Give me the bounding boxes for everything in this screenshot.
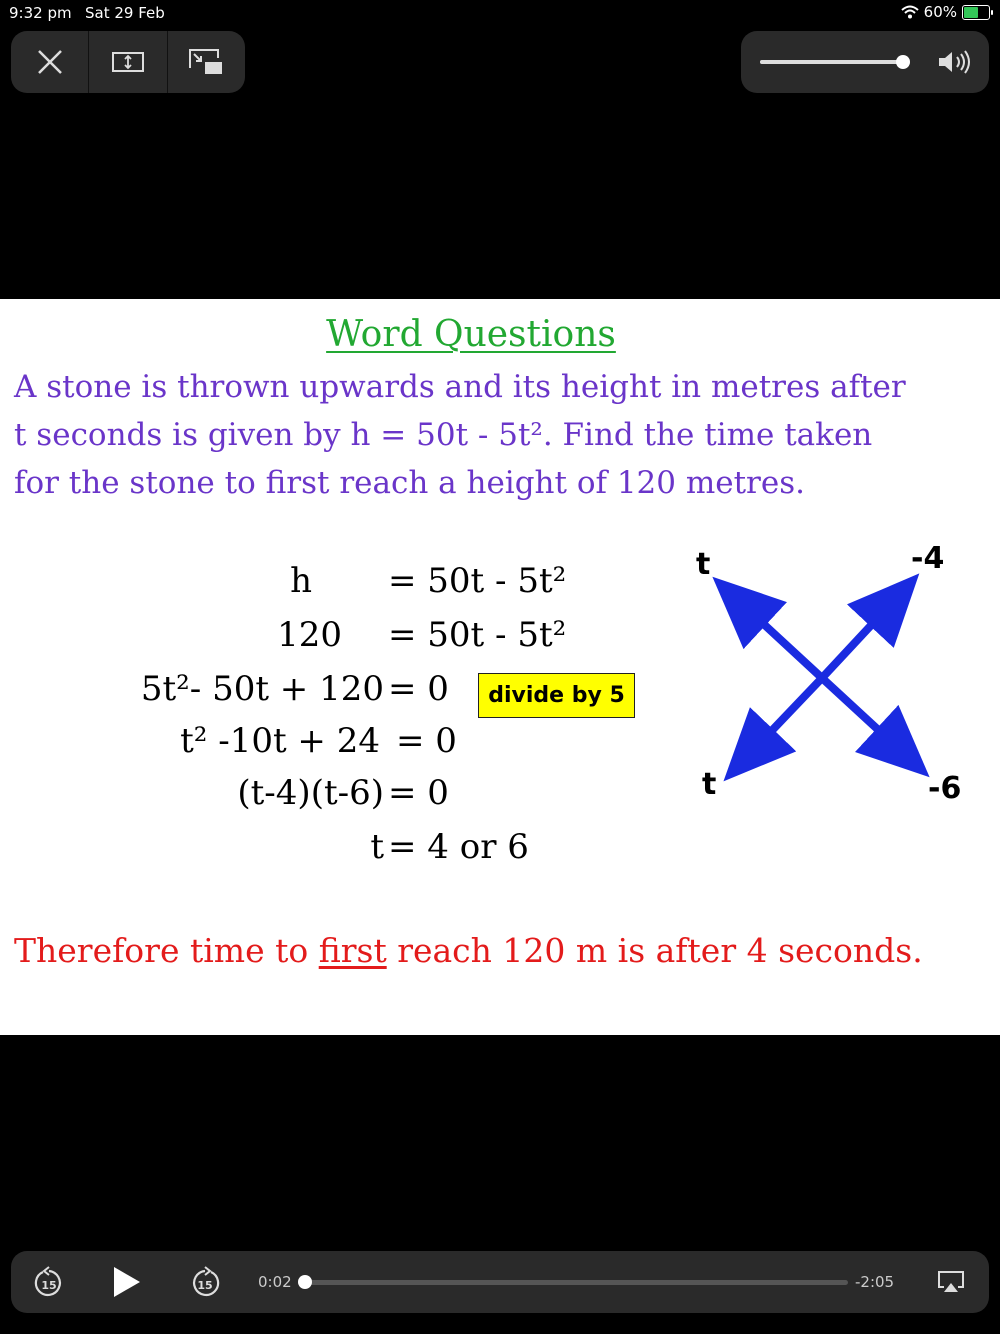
scrubber[interactable] — [300, 1280, 848, 1285]
skip-back-seconds: 15 — [41, 1279, 57, 1292]
airplay-button[interactable] — [935, 1267, 967, 1297]
airplay-icon — [937, 1270, 965, 1294]
cross-label-top-left: t — [696, 547, 711, 582]
equation-rhs: = 0 — [388, 773, 449, 813]
battery-icon — [962, 5, 990, 20]
equation-lhs: t — [370, 827, 384, 867]
skip-back-button[interactable] — [31, 1264, 67, 1300]
skip-back-icon — [34, 1266, 64, 1298]
equation-lhs: 5t²- 50t + 120 — [140, 669, 384, 709]
question-line: t seconds is given by h = 50t - 5t². Find the time taken — [14, 417, 873, 453]
skip-forward-icon — [190, 1266, 220, 1298]
status-right — [901, 3, 990, 21]
equation-lhs: 120 — [277, 615, 342, 655]
picture-in-picture-button[interactable] — [167, 31, 245, 93]
top-controls — [11, 31, 245, 93]
equation-lhs: t² -10t + 24 — [180, 721, 380, 761]
elapsed-time: 0:02 — [258, 1273, 292, 1291]
equation-rhs: = 4 or 6 — [388, 827, 529, 867]
volume-slider[interactable] — [760, 60, 910, 64]
resize-button[interactable] — [88, 31, 166, 93]
equation-lhs: (t-4)(t-6) — [237, 773, 384, 813]
play-button[interactable] — [107, 1263, 145, 1301]
skip-forward-button[interactable] — [187, 1264, 223, 1300]
equation-rhs: = 50t - 5t² — [388, 561, 567, 601]
status-date: Sat 29 Feb — [85, 4, 165, 22]
question-line: A stone is thrown upwards and its height in metres after — [14, 369, 906, 405]
wifi-icon — [901, 5, 919, 19]
volume-knob[interactable] — [896, 55, 910, 69]
question-line: for the stone to first reach a height of 120 metres. — [14, 465, 805, 501]
status-bar — [0, 0, 1000, 28]
conclusion-part: reach 120 m is after 4 seconds. — [386, 931, 923, 970]
arrow-tr-bl — [740, 591, 903, 764]
equation-rhs: = 50t - 5t² — [388, 615, 567, 655]
speaker-icon[interactable] — [936, 47, 972, 77]
remaining-time: -2:05 — [855, 1273, 895, 1291]
cross-label-top-right: -4 — [911, 541, 945, 576]
cross-label-bottom-right: -6 — [928, 771, 962, 806]
conclusion-emphasis: first — [318, 931, 387, 970]
pip-icon — [188, 48, 224, 76]
slide-title: Word Questions — [326, 314, 616, 355]
expand-icon — [112, 52, 144, 72]
play-icon — [111, 1266, 141, 1298]
video-frame[interactable] — [0, 299, 1000, 1035]
equation-rhs: = 0 — [388, 669, 449, 709]
volume-control — [741, 31, 989, 93]
battery-percent: 60% — [923, 3, 957, 21]
scrubber-knob[interactable] — [298, 1275, 312, 1289]
cross-method-diagram — [690, 539, 950, 799]
close-icon — [37, 49, 63, 75]
close-button[interactable] — [11, 31, 88, 93]
conclusion-text — [14, 931, 923, 970]
skip-forward-seconds: 15 — [197, 1279, 213, 1292]
status-time: 9:32 pm — [9, 4, 72, 22]
question-text — [14, 363, 994, 507]
equation-rhs: = 0 — [396, 721, 457, 761]
cross-label-bottom-left: t — [702, 767, 717, 802]
equation-lhs: h — [290, 561, 312, 601]
playback-controls — [11, 1251, 989, 1313]
conclusion-part: Therefore time to — [14, 931, 319, 970]
divide-hint-box: divide by 5 — [478, 673, 635, 718]
